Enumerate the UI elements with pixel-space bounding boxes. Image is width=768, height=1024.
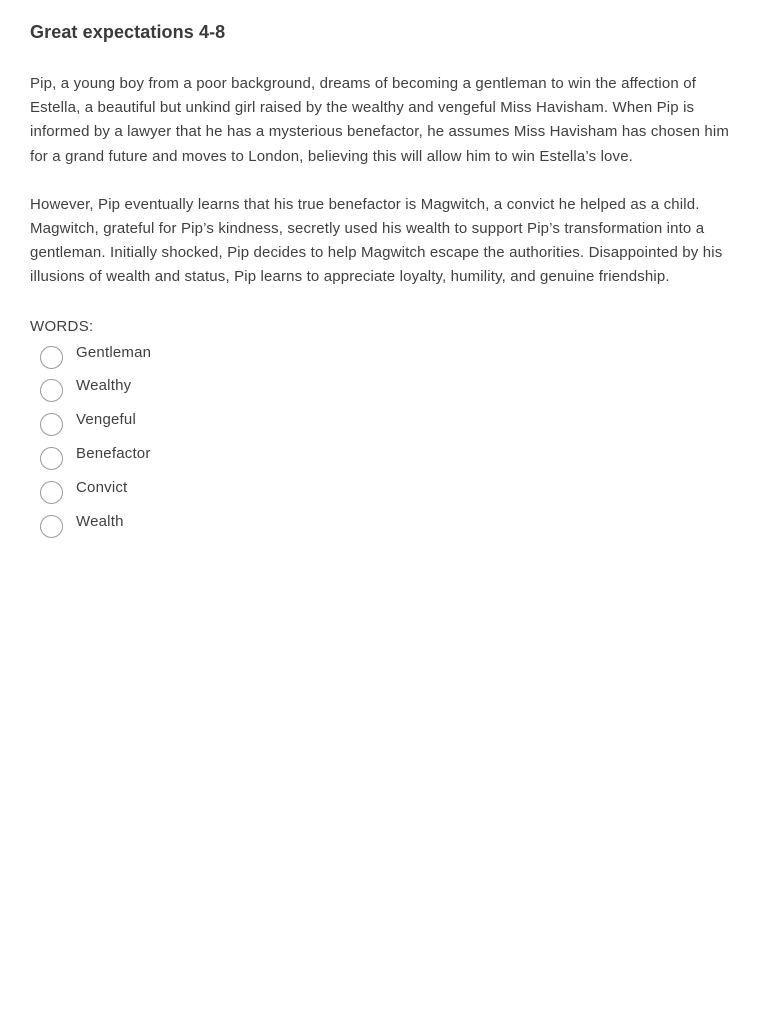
word-option-convict[interactable] bbox=[30, 478, 738, 512]
radio-button[interactable] bbox=[40, 379, 63, 402]
word-option-label: Convict bbox=[76, 478, 128, 496]
word-option-vengeful[interactable] bbox=[30, 410, 738, 444]
radio-button[interactable] bbox=[40, 346, 63, 369]
word-options-list bbox=[30, 343, 738, 546]
page-title: Great expectations 4-8 bbox=[30, 22, 226, 42]
word-option-label: Gentleman bbox=[76, 343, 152, 361]
word-option-label: Wealth bbox=[76, 512, 124, 530]
passage-paragraph-1: Pip, a young boy from a poor background, dreams of becoming a gentleman to win the affection of Estella, a beautiful but unkind girl raised by the wealthy and vengeful Miss Havisham. When Pip is informed by a lawyer that he has a mysterious benefactor, he assumes Miss Havisham has chosen him for a grand future and moves to London, believing this will allow him to win Estella’s love. bbox=[30, 75, 730, 165]
radio-button[interactable] bbox=[40, 515, 63, 538]
word-option-label: Vengeful bbox=[76, 411, 136, 429]
word-option-label: Benefactor bbox=[76, 445, 151, 463]
word-option-gentleman[interactable] bbox=[30, 343, 738, 377]
word-option-label: Wealthy bbox=[76, 377, 132, 395]
word-option-wealth[interactable] bbox=[30, 512, 738, 546]
radio-button[interactable] bbox=[40, 481, 63, 504]
radio-button[interactable] bbox=[40, 447, 63, 470]
word-option-benefactor[interactable] bbox=[30, 444, 738, 478]
radio-button[interactable] bbox=[40, 413, 63, 436]
word-option-wealthy[interactable] bbox=[30, 376, 738, 410]
words-label: WORDS: bbox=[30, 317, 94, 335]
passage-paragraph-2: However, Pip eventually learns that his true benefactor is Magwitch, a convict he helped as a child. Magwitch, grateful for Pip’s kindness, secretly used his wealth to support Pip’s transformation into a gentleman. Initially shocked, Pip decides to help Magwitch escape the authorities. Disappointed by his illusions of wealth and status, Pip learns to appreciate loyalty, humility, and genuine friendship. bbox=[30, 195, 723, 286]
